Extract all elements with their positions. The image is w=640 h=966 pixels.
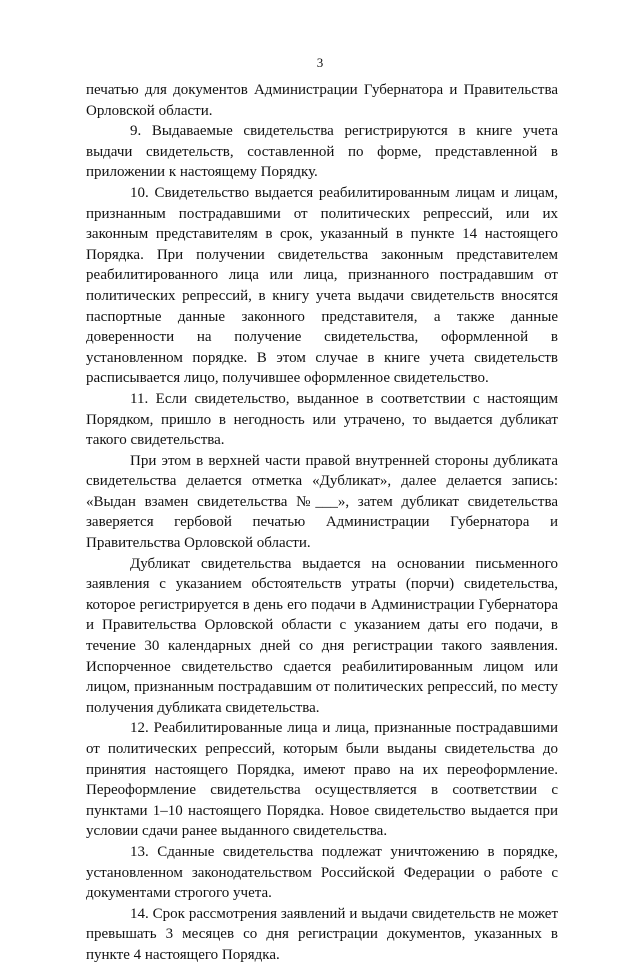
- paragraph-duplicate-issuance: Дубликат свидетельства выдается на основании письменного заявления с указанием обстоятельств утраты (порчи) свидетельства, которое регистрируется в день его подачи в Администрации Губернатора и Правительства Орловской области с указанием даты его подачи, в течение 30 календарных дней со дня регистрации такого заявления. Испорченное свидетельство сдается реабилитированным лицом или лицом, признанным пострадавшим от политических репрессий, по месту получения дубликата свидетельства.: [86, 555, 558, 716]
- paragraph-duplicate-marking: При этом в верхней части правой внутренней стороны дубликата свидетельства делается отметка «Дубликат», далее делается запись: «Выдан взамен свидетельства №___», затем дубликат свидетельства заверяется гербовой печатью Администрации Губернатора и Правительства Орловской области.: [86, 452, 558, 552]
- paragraph-continuation: печатью для документов Администрации Губернатора и Правительства Орловской области.: [86, 82, 558, 119]
- paragraph-item-10: 10. Свидетельство выдается реабилитированным лицам и лицам, признанным пострадавшими от политических репрессий, или их законным представителям в срок, указанный в пункте 14 настоящего Порядка. При получении свидетельства законным представителем реабилитированного лица или лица, признанного пострадавшим от политических репрессий, в книгу учета выдачи свидетельств вносятся паспортные данные законного представителя, а также данные доверенности на получение свидетельства, оформленной в установленном порядке. В этом случае в книге учета свидетельств расписывается лицо, получившее оформленное свидетельство.: [86, 184, 558, 387]
- page-number: 3: [316, 55, 324, 70]
- paragraph-item-9: 9. Выдаваемые свидетельства регистрируются в книге учета выдачи свидетельств, составленной по форме, представленной в приложении к настоящему Порядку.: [86, 123, 558, 181]
- paragraph-item-14: 14. Срок рассмотрения заявлений и выдачи свидетельств не может превышать 3 месяцев со дня регистрации документов, указанных в пункте 4 настоящего Порядка.: [86, 905, 558, 963]
- document-body: [86, 80, 558, 966]
- paragraph-item-11: 11. Если свидетельство, выданное в соответствии с настоящим Порядком, пришло в негодность или утрачено, то выдается дубликат такого свидетельства.: [86, 390, 558, 449]
- paragraph-item-13: 13. Сданные свидетельства подлежат уничтожению в порядке, установленном законодательством Российской Федерации о работе с документами строгого учета.: [86, 843, 558, 902]
- paragraph-item-12: 12. Реабилитированные лица и лица, признанные пострадавшими от политических репрессий, которым были выданы свидетельства до принятия настоящего Порядка, имеют право на их переоформление. Переоформление свидетельства осуществляется в соответствии с пунктами 1–10 настоящего Порядка. Новое свидетельство выдается при условии сдачи ранее выданного свидетельства.: [86, 720, 558, 840]
